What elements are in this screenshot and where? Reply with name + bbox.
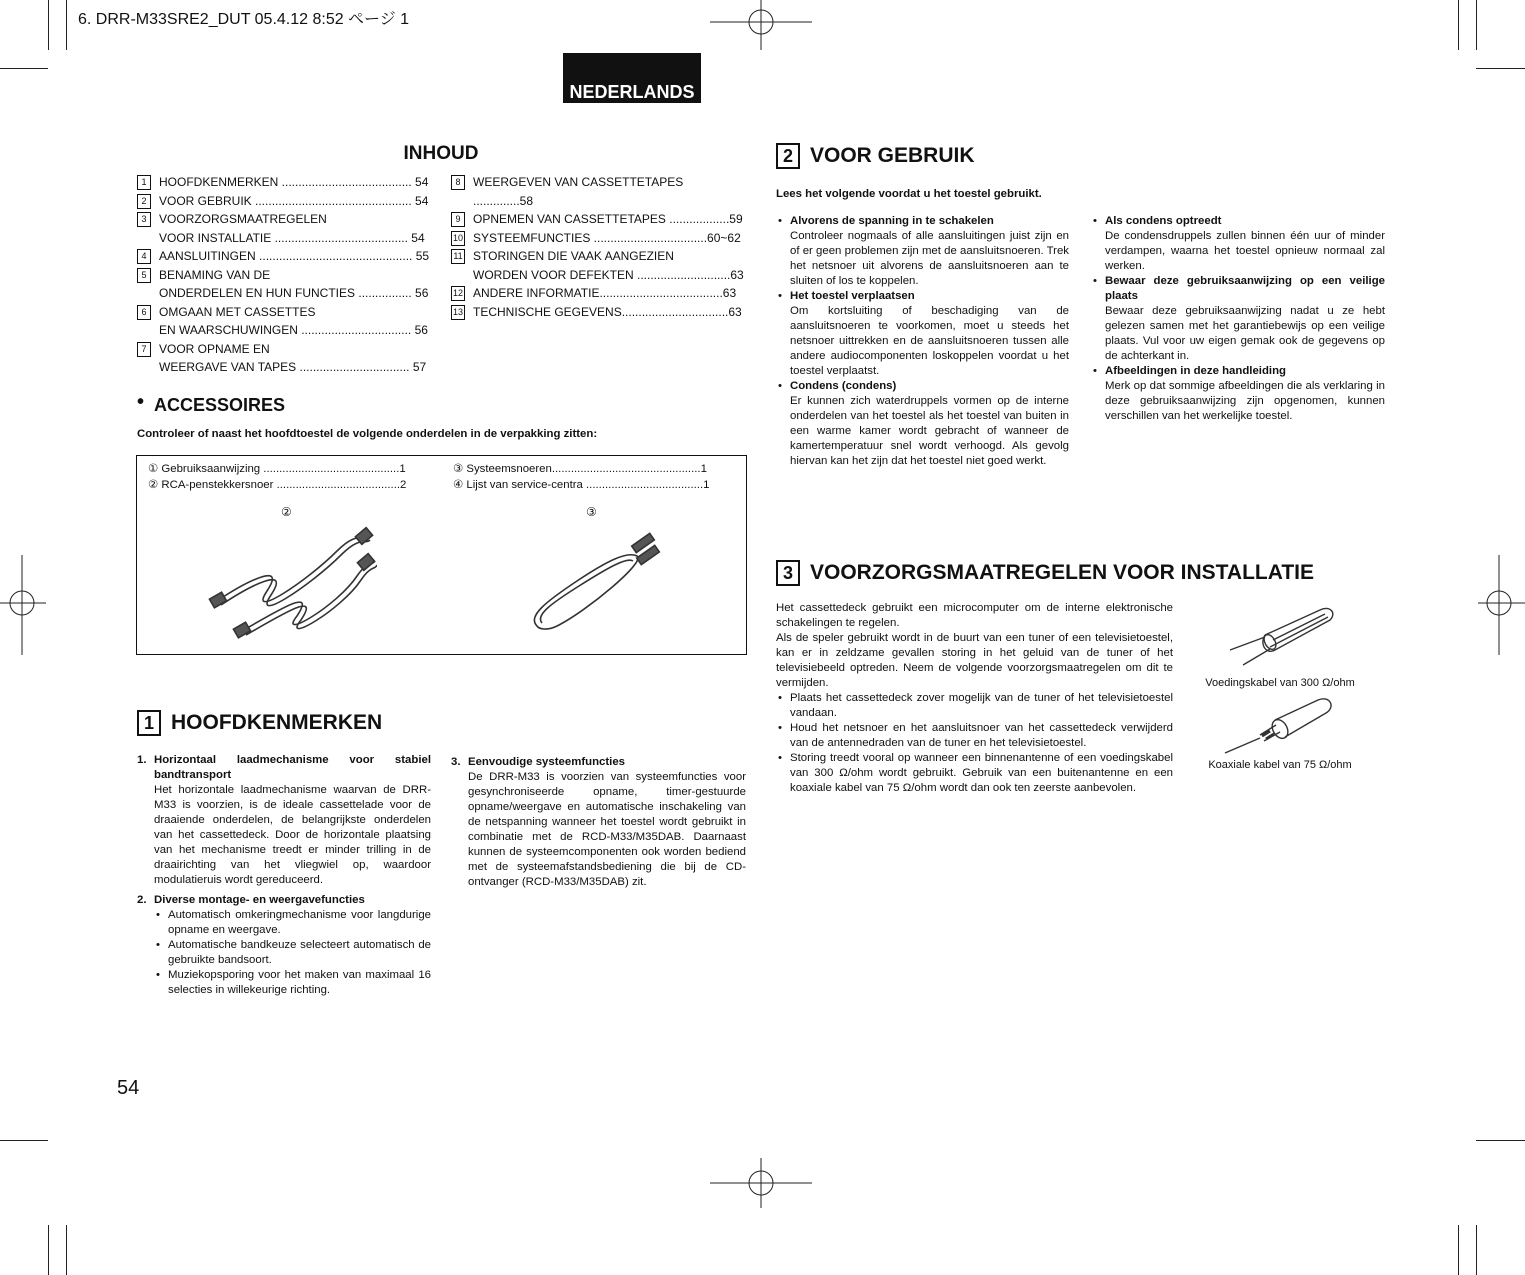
registration-mark-bottom xyxy=(710,1158,812,1208)
toc-line: ANDERE INFORMATIE.....................................63 xyxy=(473,286,737,300)
accessories-list-right xyxy=(453,461,735,493)
accessories-intro: Controleer of naast het hoofdtoestel de volgende onderdelen in de verpakking zitten: xyxy=(137,428,598,440)
installation-paragraph: Het cassettedeck gebruikt een microcomputer om de interne elektronische schakelingen te regelen. xyxy=(776,602,1173,629)
section-3-heading xyxy=(776,560,1314,586)
toc-right-column xyxy=(451,173,746,321)
feature-list-left xyxy=(137,753,431,998)
figure-label-system: ③ xyxy=(586,505,597,519)
toc-number-box: 3 xyxy=(137,212,151,227)
toc-number-box: 4 xyxy=(137,249,151,264)
feature-bullet: • Automatische bandkeuze selecteert automatisch de gebruikte bandsoort. xyxy=(154,938,431,968)
toc-line: SYSTEEMFUNCTIES ..................................60~62 xyxy=(473,230,741,245)
toc-entry xyxy=(451,247,746,284)
precaution-title: • Alvorens de spanning in te schakelen xyxy=(790,215,994,227)
toc-entry xyxy=(137,340,431,377)
precaution-text: Om kortsluiting of beschadiging van de aansluitsnoeren te voorkomen, moet u steeds het netsnoer uittrekken en de aansluitsnoeren tussen alle andere audiocomponenten loskoppelen voordat u het toestel verplaatst. xyxy=(790,305,1069,377)
crop-mark xyxy=(1476,0,1477,50)
toc-line: BENAMING VAN DE xyxy=(159,267,271,282)
precaution-text: Er kunnen zich waterdruppels vormen op de interne onderdelen van het toestel als het toestel van buiten in een warme kamer wordt gebracht of wanneer de kamertemperatuur snel wordt verhoogd. Als gevolg hiervan kan het zijn dat het toestel niet goed werkt. xyxy=(790,395,1069,467)
precautions-left xyxy=(776,214,1069,469)
ribbon-cable-caption: Voedingskabel van 300 Ω/ohm xyxy=(1205,677,1355,689)
crop-mark xyxy=(1458,1225,1459,1275)
toc-line: AANSLUITINGEN .............................................. 55 xyxy=(159,249,430,263)
toc-number-box: 1 xyxy=(137,175,151,190)
toc-line: TECHNISCHE GEGEVENS................................63 xyxy=(473,304,742,319)
section-2-intro: Lees het volgende voordat u het toestel gebruikt. xyxy=(776,188,1042,200)
toc-line: WEERGAVE VAN TAPES ................................. 57 xyxy=(159,360,427,374)
accessory-item: ③ Systeemsnoeren...............................................1 xyxy=(453,463,707,475)
precaution-item xyxy=(776,289,1069,379)
toc-text xyxy=(473,173,746,210)
toc-line: WEERGEVEN VAN CASSETTETAPES ..............58 xyxy=(473,175,684,208)
toc-line: HOOFDKENMERKEN ....................................... 54 xyxy=(159,175,429,189)
toc-text xyxy=(473,284,746,303)
precaution-text: Bewaar deze gebruiksaanwijzing nadat u ze hebt gelezen samen met het garantiebewijs op een veilige plaats. Vul voor uw eigen gemak ook de gegevens op de achterkant in. xyxy=(1105,305,1385,362)
section-number-box: 2 xyxy=(776,143,800,169)
toc-text xyxy=(473,210,746,229)
section-1-heading xyxy=(137,710,382,736)
feature-title: Horizontaal laadmechanisme voor stabiel bandtransport xyxy=(154,754,431,781)
toc-number-box: 11 xyxy=(451,249,465,264)
toc-number-box: 6 xyxy=(137,305,151,320)
toc-number-box: 2 xyxy=(137,194,151,209)
toc-line: OMGAAN MET CASSETTES xyxy=(159,304,316,319)
crop-mark xyxy=(48,0,49,50)
toc-text xyxy=(473,247,746,284)
toc-text xyxy=(159,192,431,211)
toc-line: VOOR OPNAME EN xyxy=(159,341,270,356)
toc-number-box: 12 xyxy=(451,286,465,301)
accessories-box xyxy=(136,455,747,655)
precaution-title: • Bewaar deze gebruiksaanwijzing op een veilige plaats xyxy=(1105,275,1385,302)
toc-line: VOOR INSTALLATIE ........................................ 54 xyxy=(159,230,425,245)
bullet-icon: • xyxy=(137,391,145,413)
installation-bullet: • Storing treedt vooral op wanneer een binnenantenne of een voedingskabel van 300 Ω/ohm wordt gebruikt. Gebruik van een buitenantenne en een koaxiale kabel van 75 Ω/ohm wordt dan ook ten zeerste aanbevolen. xyxy=(776,751,1173,796)
crop-mark xyxy=(0,1140,48,1141)
crop-mark xyxy=(1476,1140,1525,1141)
toc-entry xyxy=(451,229,746,248)
section-number-box: 3 xyxy=(776,560,800,586)
precaution-item xyxy=(776,214,1069,289)
toc-entry xyxy=(451,210,746,229)
toc-number-box: 5 xyxy=(137,268,151,283)
toc-entry xyxy=(137,247,431,266)
toc-number-box: 10 xyxy=(451,231,465,246)
item-number: 1. xyxy=(137,754,147,766)
crop-mark xyxy=(1476,68,1525,69)
accessory-item: ② RCA-penstekkersnoer .......................................2 xyxy=(148,479,407,491)
precaution-title: • Condens (condens) xyxy=(790,380,897,392)
feature-text: Het horizontale laadmechanisme waarvan de DRR-M33 is voorzien, is de ideale cassettelade voor de draaiende onderdelen, de belangrijkste onderdelen van het cassettedeck. Door de horizontale plaatsing van het mechanisme treedt er minder trilling in de draairichting van het vliegwiel op, waardoor modulatieruis wordt gereduceerd. xyxy=(154,784,431,886)
toc-number-box: 7 xyxy=(137,342,151,357)
accessory-item: ① Gebruiksaanwijzing ...........................................1 xyxy=(148,463,406,475)
toc-title: INHOUD xyxy=(403,143,479,164)
accessory-item: ④ Lijst van service-centra .....................................1 xyxy=(453,479,710,491)
precaution-text: Controleer nogmaals of alle aansluitingen juist zijn en of er geen problemen zijn met de aansluitsnoeren. Trek het netsnoer uit alvorens de aansluitsnoeren aan te sluiten of los te koppelen. xyxy=(790,230,1069,287)
toc-line: VOORZORGSMAATREGELEN xyxy=(159,212,327,226)
toc-line: STORINGEN DIE VAAK AANGEZIEN xyxy=(473,249,674,263)
system-cable-illustration xyxy=(527,531,667,636)
crop-mark xyxy=(66,0,67,50)
toc-line: ONDERDELEN EN HUN FUNCTIES ................ 56 xyxy=(159,286,429,300)
section-3-title: VOORZORGSMAATREGELEN VOOR INSTALLATIE xyxy=(810,561,1314,584)
crop-mark xyxy=(0,68,48,69)
installation-bullet: • Plaats het cassettedeck zover mogelijk van de tuner of het televisietoestel vandaan. xyxy=(776,691,1173,721)
crop-mark xyxy=(1458,0,1459,50)
feature-title: Eenvoudige systeemfuncties xyxy=(468,756,625,768)
toc-entry xyxy=(451,284,746,303)
toc-text xyxy=(159,303,431,340)
precaution-item xyxy=(1091,274,1385,364)
toc-text xyxy=(159,340,431,377)
toc-number-box: 8 xyxy=(451,175,465,190)
toc-line: OPNEMEN VAN CASSETTETAPES ..................59 xyxy=(473,212,743,226)
toc-number-box: 13 xyxy=(451,305,465,320)
toc-text xyxy=(159,210,431,247)
feature-item-2 xyxy=(137,893,431,998)
section-1-title: HOOFDKENMERKEN xyxy=(171,711,383,734)
toc-line: EN WAARSCHUWINGEN ................................. 56 xyxy=(159,323,428,337)
language-tab: NEDERLANDS xyxy=(563,53,701,103)
toc-line: WORDEN VOOR DEFEKTEN ............................63 xyxy=(473,267,744,282)
installation-bullet: • Houd het netsnoer en het aansluitsnoer van het cassettedeck verwijderd van de antennedraden van de tuner en het televisietoestel. xyxy=(776,721,1173,751)
feature-title: Diverse montage- en weergavefuncties xyxy=(154,894,365,906)
coaxial-cable-caption: Koaxiale kabel van 75 Ω/ohm xyxy=(1208,759,1352,771)
crop-mark xyxy=(1476,1225,1477,1275)
precaution-title: • Als condens optreedt xyxy=(1105,215,1222,227)
toc-entry xyxy=(137,266,431,303)
feature-list-right xyxy=(451,755,746,890)
feature-bullet: • Muziekopsporing voor het maken van maximaal 16 selecties in willekeurige richting. xyxy=(154,968,431,998)
feature-text: De DRR-M33 is voorzien van systeemfuncties voor gesynchroniseerde opname, timer-gestuurde opname/weergave en automatische inschakeling van de netspanning wanneer het toestel wordt gebruikt in combinatie met de RCD-M33/M35DAB. Daarnaast kunnen de systeemcomponenten ook worden bediend met de systeemafstandsbediening die bij de CD-ontvanger (RCD-M33/M35DAB) zit. xyxy=(468,771,746,888)
toc-number-box: 9 xyxy=(451,212,465,227)
toc-text xyxy=(159,173,431,192)
registration-mark-left xyxy=(0,555,46,655)
crop-mark xyxy=(66,1225,67,1275)
precautions-right xyxy=(1091,214,1385,424)
precaution-item xyxy=(1091,214,1385,274)
crop-mark xyxy=(48,1225,49,1275)
feature-item-1 xyxy=(137,753,431,888)
toc-entry xyxy=(137,173,431,192)
toc-entry xyxy=(137,303,431,340)
section-2-title: VOOR GEBRUIK xyxy=(810,144,975,167)
toc-entry xyxy=(137,210,431,247)
precaution-title: • Het toestel verplaatsen xyxy=(790,290,915,302)
accessories-heading xyxy=(137,391,286,417)
item-number: 2. xyxy=(137,894,147,906)
item-number: 3. xyxy=(451,756,461,768)
precaution-item xyxy=(1091,364,1385,424)
print-job-header: 6. DRR-M33SRE2_DUT 05.4.12 8:52 ページ 1 xyxy=(78,11,410,28)
toc-entry xyxy=(137,192,431,211)
coaxial-cable-illustration xyxy=(1220,695,1340,757)
installation-paragraph: Als de speler gebruikt wordt in de buurt van een tuner of een televisietoestel, kan er in zeldzame gevallen storing in het geluid van de tuner of het televisiebeeld optreden. Neem de volgende voorzorgsmaatregelen om dit te vermijden. xyxy=(776,632,1173,689)
precaution-item xyxy=(776,379,1069,469)
section-number-box: 1 xyxy=(137,710,161,736)
accessories-title: ACCESSOIRES xyxy=(154,395,286,415)
toc-text xyxy=(159,247,431,266)
installation-text xyxy=(776,601,1173,796)
toc-entry xyxy=(451,303,746,322)
section-2-heading xyxy=(776,143,975,169)
registration-mark-top xyxy=(710,0,812,50)
toc-entry xyxy=(451,173,746,210)
figure-label-rca: ② xyxy=(281,505,292,519)
page-number: 54 xyxy=(117,1077,140,1099)
feature-bullet: • Automatisch omkeringmechanisme voor langdurige opname en weergave. xyxy=(154,908,431,938)
toc-text xyxy=(159,266,431,303)
registration-mark-right xyxy=(1478,555,1525,655)
feature-item-3 xyxy=(451,755,746,890)
ribbon-cable-illustration xyxy=(1225,605,1340,670)
precaution-text: De condensdruppels zullen binnen één uur of minder verdampen, waarna het toestel opnieuw normaal zal werken. xyxy=(1105,230,1385,272)
rca-cable-illustration xyxy=(207,521,377,646)
precaution-text: Merk op dat sommige afbeeldingen die als verklaring in deze gebruiksaanwijzing zijn opgenomen, kunnen verschillen van het werkelijke toestel. xyxy=(1105,380,1385,422)
toc-left-column xyxy=(137,173,431,377)
toc-line: VOOR GEBRUIK ............................................... 54 xyxy=(159,193,429,208)
accessories-list-left xyxy=(148,461,430,493)
toc-text xyxy=(473,229,746,248)
toc-text xyxy=(473,303,746,322)
precaution-title: • Afbeeldingen in deze handleiding xyxy=(1105,365,1286,377)
